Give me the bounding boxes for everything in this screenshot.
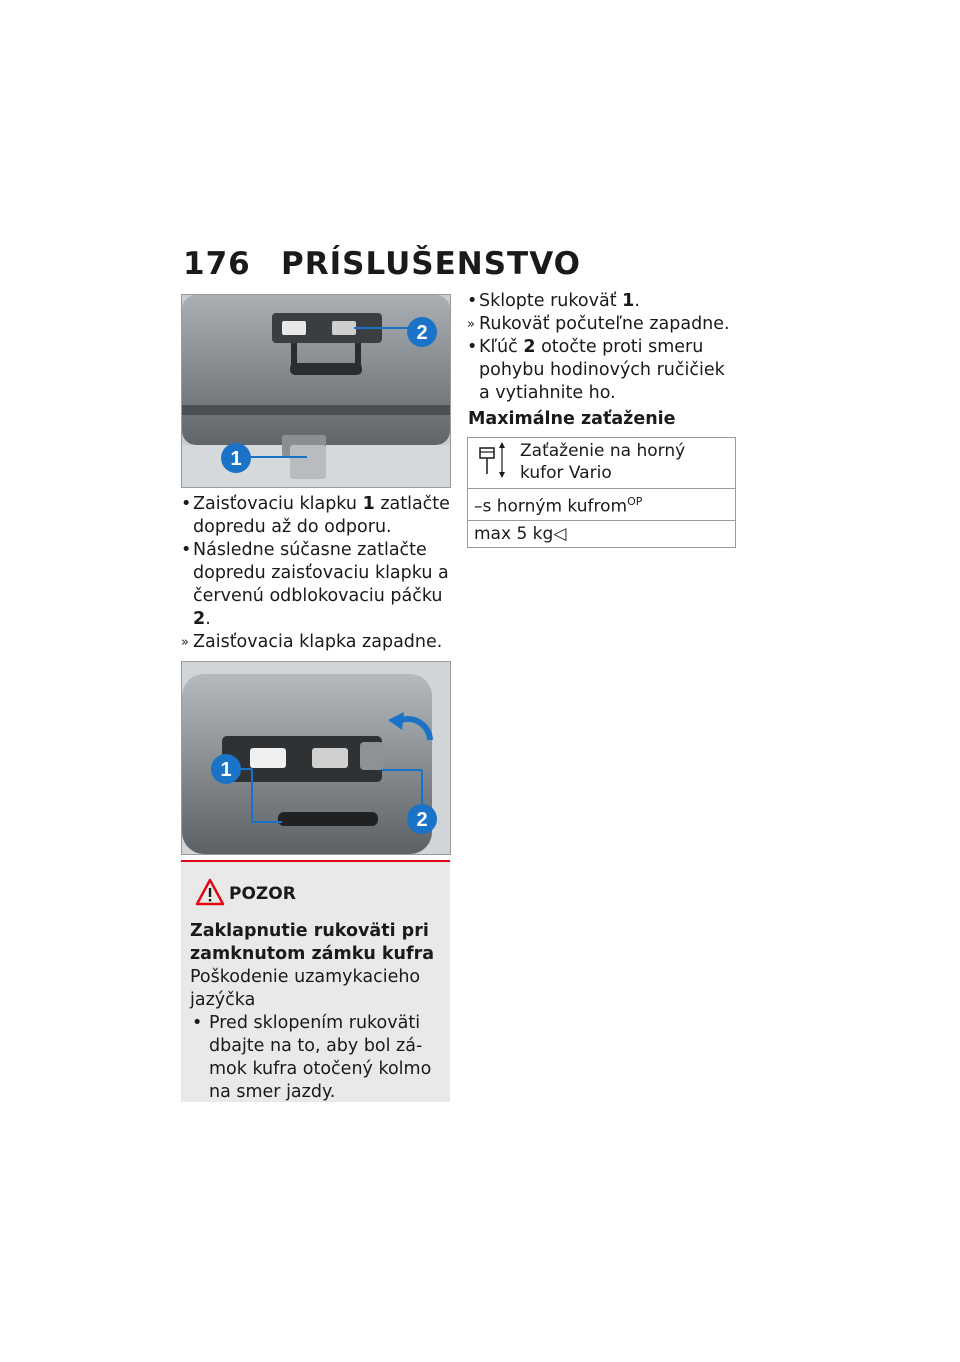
left-instructions xyxy=(181,493,451,654)
warning-box xyxy=(181,860,450,1102)
table-row: max 5 kg◁ xyxy=(468,520,736,547)
figure1-callout-2: 2 xyxy=(416,322,428,344)
warning-title: POZOR xyxy=(229,884,296,904)
page-number: 176 xyxy=(183,246,251,282)
result-marker: » xyxy=(467,317,475,332)
figure2-callout-2: 2 xyxy=(416,809,428,831)
table-title: Zaťaženie na horný kufor Vario xyxy=(520,441,686,483)
load-table xyxy=(467,437,736,548)
warning-bullet: • Pred sklopením rukoväti dbajte na to, aby bol zámok kufra otočený kolmo na smer jazdy. xyxy=(192,1013,432,1102)
bullet-marker: • xyxy=(467,291,478,311)
warning-text: Poškodenie uzamykacieho jazýčka xyxy=(190,967,421,1010)
table-row: –s horným kufrom$^{OP}$ xyxy=(468,489,736,521)
option-superscript: OP xyxy=(627,495,643,508)
warning-heading: Zaklapnutie rukoväti pri zamknutom zámku kufra xyxy=(190,921,435,964)
page-title: PRÍSLUŠENSTVO xyxy=(281,246,581,282)
figure-topcase-handle xyxy=(181,661,451,855)
result-marker: » xyxy=(181,635,189,650)
right-instructions xyxy=(467,290,737,405)
result-item: » Zaisťovacia klapka zapadne. xyxy=(181,632,443,652)
figure-topcase-flap xyxy=(181,294,451,488)
step-item: • Následne súčasne zatlačte dopredu zaisťovaciu klapku a červenú odblokovaciu páčku 2. xyxy=(181,540,449,629)
bullet-marker: • xyxy=(181,494,192,514)
bullet-marker: • xyxy=(192,1013,203,1033)
bullet-marker: • xyxy=(181,540,192,560)
bullet-marker: • xyxy=(467,337,478,357)
step-item: • Zaisťovaciu klapku 1 zatlačte dopredu až do odporu. xyxy=(181,494,450,537)
step-item: • Kľúč 2 otočte proti smeru pohybu hodinových ručičiek a vytiahnite ho. xyxy=(467,337,725,403)
figure1-callout-1: 1 xyxy=(230,448,242,470)
table-header-cell xyxy=(468,438,736,489)
result-item: » Rukoväť počuteľne zapadne. xyxy=(467,314,730,334)
warning-triangle-icon xyxy=(195,878,225,910)
step-item: • Sklopte rukoväť 1. xyxy=(467,291,640,311)
section-heading: Maximálne zaťaženie xyxy=(468,409,676,429)
weight-icon xyxy=(474,440,512,486)
figure2-callout-1: 1 xyxy=(220,759,232,781)
page-header xyxy=(183,246,581,282)
end-mark-icon: ◁ xyxy=(553,523,567,544)
